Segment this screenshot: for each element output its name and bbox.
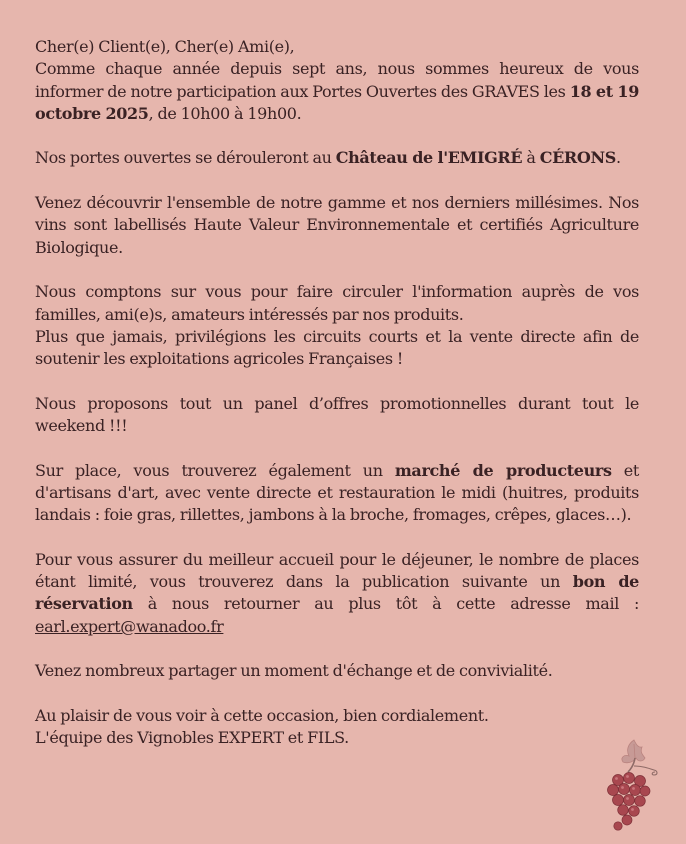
venue-name: Château de l'EMIGRÉ [335, 148, 523, 168]
wines-text: Venez découvrir l'ensemble de notre gamme et nos derniers millésimes. Nos vins sont labellisés Haute Valeur Environnementale et certifiés Agriculture Biologique. [35, 193, 639, 257]
reservation-details: à nous retourner au plus tôt à cette adresse mail : [132, 594, 639, 614]
market-intro: Sur place, vous trouverez également un [35, 460, 395, 480]
paragraph-share [35, 281, 639, 370]
closing-text: Au plaisir de vous voir à cette occasion, bien cordialement. [35, 705, 489, 725]
event-dates: 18 et 19 octobre 2025 [35, 81, 640, 123]
market-details: et d'artisans d'art, avec vente directe et restauration le midi (huitres, produits landais : foie gras, rillettes, jambons à la broche, fromages, crêpes, glaces…). [35, 460, 640, 525]
reservation-intro: Pour vous assurer du meilleur accueil pour le déjeuner, le nombre de places étant limité, vous trouverez dans la publication suivante un [35, 549, 639, 592]
market-highlight: marché de producteurs [394, 460, 612, 480]
letter-body [35, 36, 639, 772]
paragraph-offers [35, 393, 639, 438]
invitation-text: Venez nombreux partager un moment d'échange et de convivialité. [35, 661, 553, 681]
email-link[interactable]: earl.expert@wanadoo.fr [35, 616, 224, 636]
venue-connector: à [522, 148, 540, 168]
venue-end: . [615, 148, 621, 168]
closing [35, 705, 639, 750]
paragraph-venue [35, 147, 639, 169]
greeting-text: Cher(e) Client(e), Cher(e) Ami(e), [35, 37, 295, 56]
signature: L'équipe des Vignobles EXPERT et FILS. [35, 728, 349, 748]
venue-intro: Nos portes ouvertes se dérouleront au [35, 148, 336, 168]
paragraph-invitation [35, 660, 639, 682]
short-circuit-text: Plus que jamais, privilégions les circuits courts et la vente directe afin de soutenir les exploitations agricoles Françaises ! [35, 326, 639, 369]
paragraph-market [35, 460, 639, 527]
intro-text: Comme chaque année depuis sept ans, nous sommes heureux de vous informer de notre participation aux Portes Ouvertes des GRAVES les [35, 59, 639, 101]
share-text: Nous comptons sur vous pour faire circuler l'information auprès de vos familles, ami(e)s, amateurs intéressés par nos produits. [35, 282, 639, 324]
greeting [35, 36, 639, 58]
reservation-highlight: bon de réservation [35, 572, 639, 614]
paragraph-reservation [35, 549, 639, 638]
paragraph-wines [35, 192, 639, 259]
venue-town: CÉRONS [539, 148, 616, 168]
event-hours: , de 10h00 à 19h00. [148, 103, 302, 123]
offers-text: Nous proposons tout un panel d’offres promotionnelles durant tout le weekend !!! [35, 393, 639, 436]
grape-cluster-icon [598, 736, 660, 832]
paragraph-intro [35, 58, 639, 125]
